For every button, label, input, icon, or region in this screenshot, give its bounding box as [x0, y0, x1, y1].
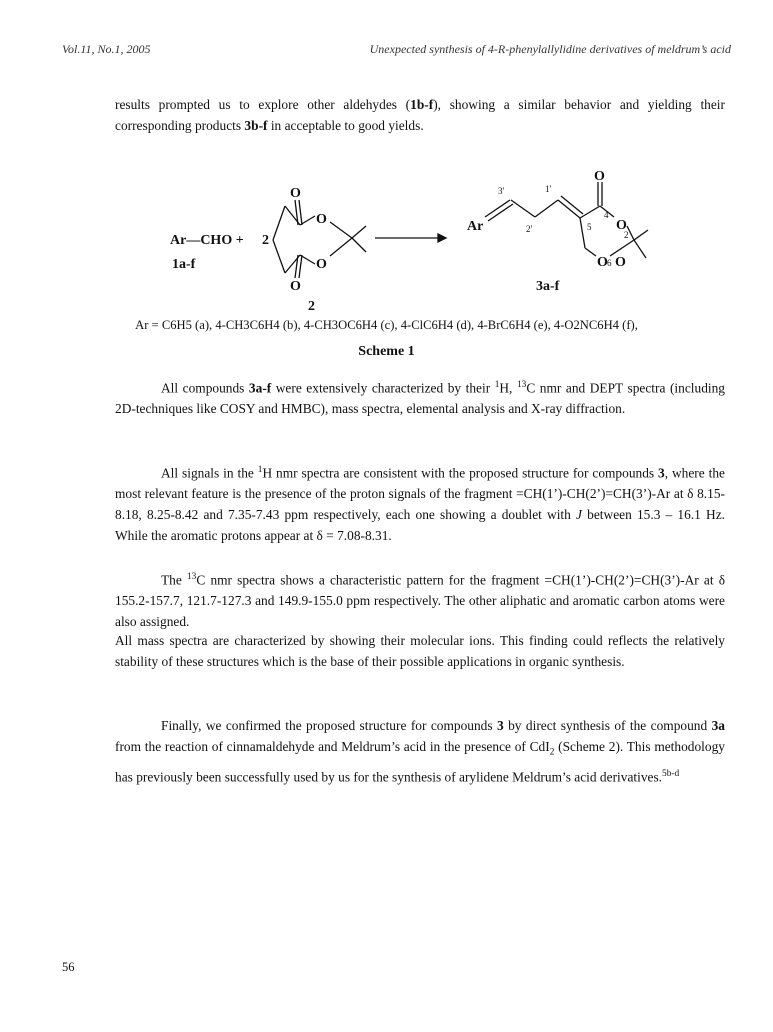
page-number: 56 [62, 960, 75, 974]
oxygen-label: O [290, 279, 301, 294]
oxygen-label: O [616, 218, 627, 233]
paragraph-6 [115, 715, 725, 787]
aryl-definition: Ar = C6H5 (a), 4-CH3C6H4 (b), 4-CH3OC6H4 (c), 4-ClC6H4 (d), 4-BrC6H4 (e), 4-O2NC6H4 (f), [135, 318, 638, 332]
text: The [161, 572, 187, 588]
header-title: Unexpected synthesis of 4-R-phenylallylidine derivatives of meldrum’s acid [369, 42, 731, 56]
italic-symbol: J [576, 507, 582, 523]
label-2: 2 [308, 299, 315, 314]
oxygen-label: O [597, 255, 608, 270]
locant-1prime: 1' [545, 184, 552, 194]
oxygen-label: O [615, 255, 626, 270]
superscript: 13 [186, 572, 197, 582]
superscript: 13 [516, 380, 527, 390]
locant-5: 5 [587, 222, 592, 232]
text: between 15.3 – 16.1 Hz. While the aromatic protons appear at δ = 7.08-8.31. [115, 507, 726, 544]
text: H, [499, 380, 517, 396]
scheme-title: Scheme 1 [358, 344, 415, 359]
paragraph-3 [115, 460, 725, 546]
text: (Scheme 2). This methodology has previously been successfully used by us for the synthesis of arylidene Meldrum’s acid derivatives. [115, 739, 725, 785]
locant-2prime: 2' [526, 224, 533, 234]
reference-superscript: 5b-d [662, 768, 680, 779]
compound-ref: 1b-f [410, 97, 434, 112]
text: C nmr spectra shows a characteristic pattern for the fragment =CH(1’)-CH(2’)=CH(3’)-Ar at δ 155.2-157.7, 121.7-127.3 and 149.9-155.0 ppm respectively. The other aliphatic and aromatic carbon atoms were also assigned. [115, 572, 726, 630]
text: from the reaction of cinnamaldehyde and Meldrum’s acid in the presence of CdI [115, 739, 550, 754]
reagent-2-count: 2 [262, 233, 269, 248]
locant-4: 4 [604, 210, 609, 220]
text: C nmr and DEPT spectra (including 2D-techniques like COSY and HMBC), mass spectra, elemental analysis and X-ray diffraction. [115, 380, 726, 417]
text: All mass spectra are characterized by showing their molecular ions. This finding could reflects the relatively stability of these structures which is the base of their possible applications in organic synthesis. [115, 633, 725, 669]
text: ), showing a similar behavior and yielding their corresponding products [115, 97, 725, 133]
text: All signals in the [161, 465, 258, 481]
superscript: 1 [257, 465, 263, 475]
paragraph-5 [115, 630, 725, 672]
oxygen-label: O [290, 186, 301, 201]
text: by direct synthesis of the compound [503, 718, 712, 733]
text: results prompted us to explore other aldehydes ( [115, 97, 411, 112]
locant-2: 2 [624, 230, 629, 240]
scheme-1-figure [140, 170, 740, 320]
compound-ref: 3 [658, 465, 665, 481]
reaction-scheme-svg [140, 170, 740, 320]
paragraph-1 [115, 94, 725, 136]
label-1af: 1a-f [172, 257, 196, 272]
paragraph-4 [115, 567, 725, 632]
locant-6: 6 [607, 258, 612, 268]
text: H nmr spectra are consistent with the proposed structure for compounds [262, 465, 659, 481]
compound-ref: 3 [497, 718, 504, 733]
header-volume: Vol.11, No.1, 2005 [62, 42, 151, 56]
ar-cho-label: Ar—CHO + [170, 233, 244, 248]
label-3af: 3a-f [536, 279, 560, 294]
oxygen-label: O [316, 257, 327, 272]
aryl-label: Ar [467, 219, 484, 234]
paragraph-2 [115, 375, 725, 419]
text: were extensively characterized by their [271, 380, 495, 396]
compound-ref: 3a [711, 718, 725, 733]
oxygen-label: O [316, 212, 327, 227]
text: in acceptable to good yields. [267, 118, 424, 133]
subscript: 2 [549, 747, 555, 758]
text: Finally, we confirmed the proposed structure for compounds [161, 718, 497, 733]
text: All compounds [161, 380, 249, 396]
oxygen-label: O [594, 170, 605, 184]
text: , where the most relevant feature is the presence of the proton signals of the fragment =CH(1’)-CH(2’)=CH(3’)-Ar at δ 8.15-8.18, 8.25-8.42 and 7.35-7.43 ppm respectively, each one showing a doublet with [115, 465, 725, 523]
compound-ref: 3b-f [244, 118, 268, 133]
compound-ref: 3a-f [248, 380, 272, 396]
superscript: 1 [494, 380, 500, 390]
locant-3prime: 3' [498, 186, 505, 196]
